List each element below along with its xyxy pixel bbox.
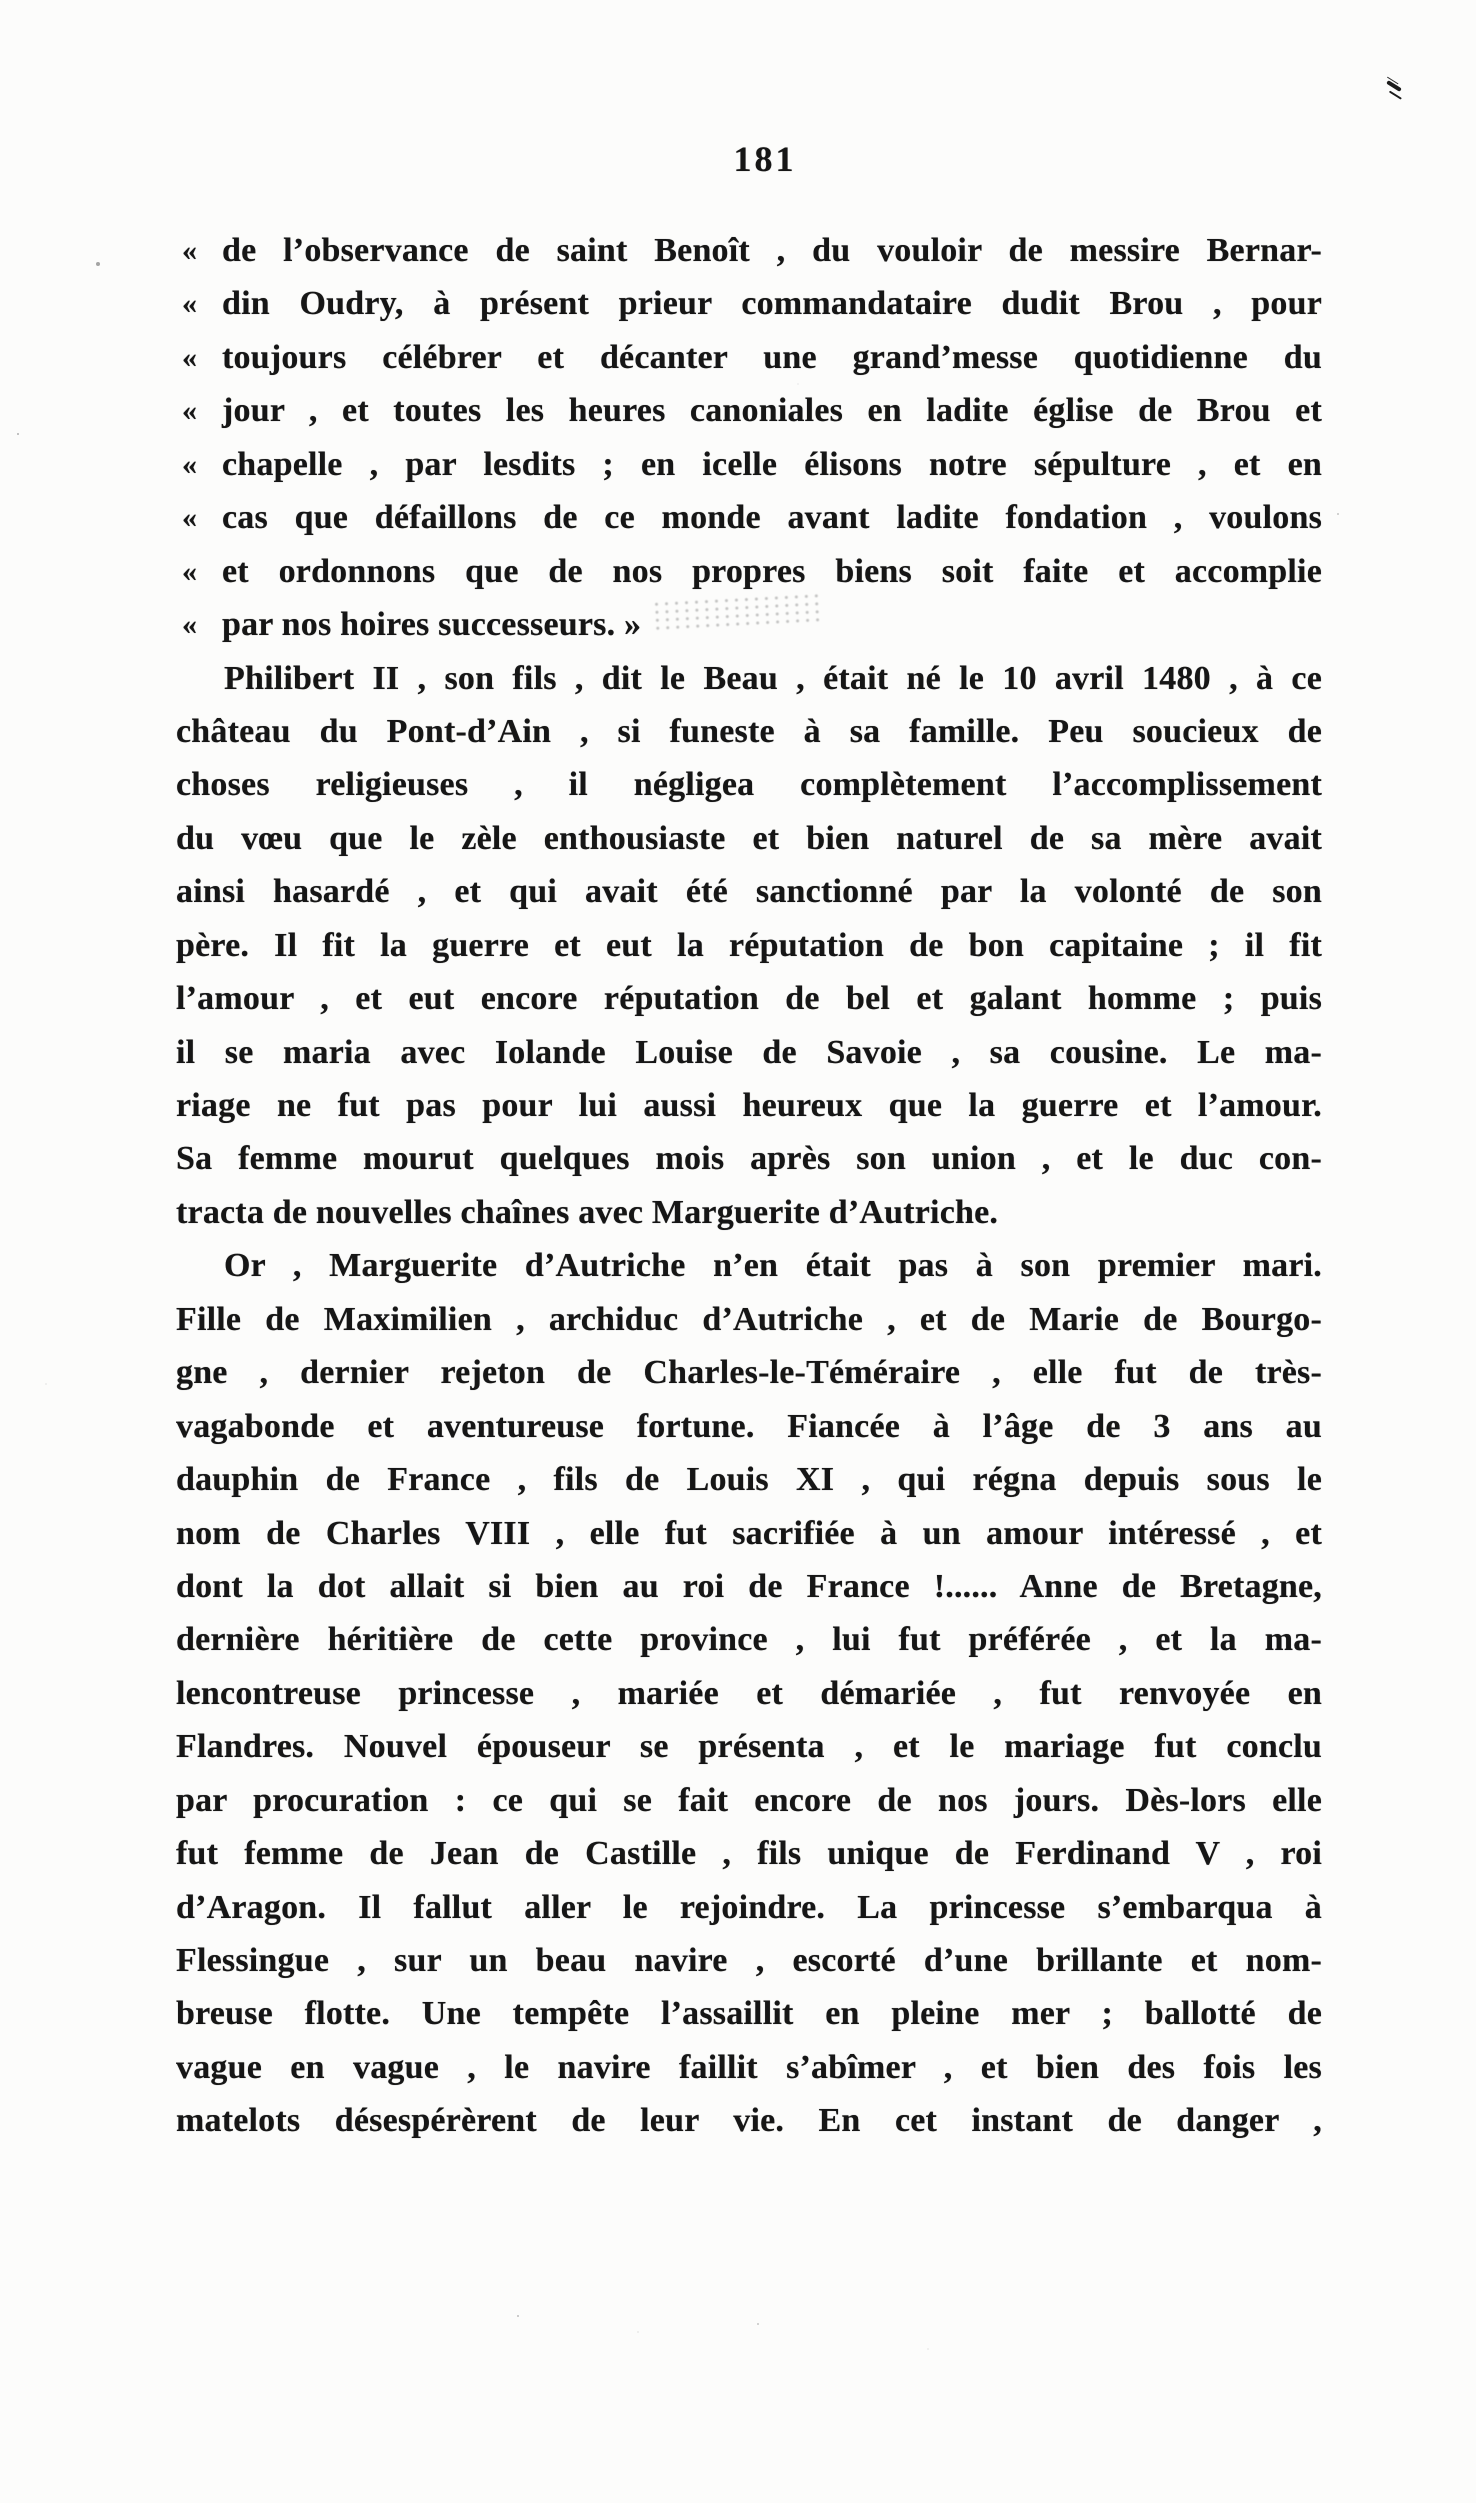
opening-guillemet: « — [182, 394, 198, 428]
line-text: et ordonnons que de nos propres biens soit faite et accomplie — [222, 552, 1322, 590]
line-text: gne , dernier rejeton de Charles-le-Téméraire , elle fut de très- — [176, 1354, 1322, 1392]
text-line — [176, 865, 1322, 918]
text-line — [176, 438, 1322, 491]
line-text: fut femme de Jean de Castille , fils unique de Ferdinand V , roi — [176, 1835, 1322, 1873]
text-line — [176, 1613, 1322, 1666]
text-line — [176, 919, 1322, 972]
opening-guillemet: « — [182, 447, 198, 481]
line-text: Sa femme mourut quelques mois après son union , et le duc con- — [176, 1140, 1322, 1178]
text-line — [176, 1400, 1322, 1453]
line-text: Flessingue , sur un beau navire , escorté d’une brillante et nom- — [176, 1942, 1322, 1979]
text-line — [176, 1239, 1322, 1292]
line-text: Fille de Maximilien , archiduc d’Autriche , et de Marie de Bourgo- — [176, 1300, 1322, 1338]
text-line — [176, 1720, 1322, 1773]
line-text: vague en vague , le navire faillit s’abîmer , et bien des fois les — [176, 2048, 1322, 2086]
opening-guillemet: « — [182, 554, 198, 588]
opening-guillemet: « — [182, 501, 198, 535]
text-line — [176, 545, 1322, 598]
text-line — [176, 1293, 1322, 1346]
text-line — [176, 1453, 1322, 1506]
line-text: ainsi hasardé , et qui avait été sanctionné par la volonté de son — [176, 873, 1322, 911]
text-line — [176, 1881, 1322, 1934]
line-text: riage ne fut pas pour lui aussi heureux que la guerre et l’amour. — [176, 1087, 1322, 1124]
line-text: tracta de nouvelles chaînes avec Marguerite d’Autriche. — [176, 1193, 999, 1231]
text-line — [176, 1507, 1322, 1560]
line-text: jour , et toutes les heures canoniales en ladite église de Brou et — [222, 392, 1322, 430]
text-line — [176, 1934, 1322, 1987]
line-text: de l’observance de saint Benoît , du vouloir de messire Bernar- — [222, 232, 1322, 269]
line-text: château du Pont-d’Ain , si funeste à sa famille. Peu soucieux de — [176, 712, 1322, 750]
opening-guillemet: « — [182, 234, 198, 267]
line-text: dernière héritière de cette province , lui fut préférée , et la ma- — [176, 1621, 1322, 1659]
text-line — [176, 1186, 1322, 1239]
text-line — [176, 705, 1322, 758]
text-line — [176, 652, 1322, 705]
line-text: d’Aragon. Il fallut aller le rejoindre. La princesse s’embarqua à — [176, 1888, 1322, 1926]
opening-guillemet: « — [182, 287, 198, 321]
text-line — [176, 2094, 1322, 2147]
line-text: Flandres. Nouvel épouseur se présenta , et le mariage fut conclu — [176, 1728, 1322, 1766]
text-line — [176, 812, 1322, 865]
line-text: dont la dot allait si bien au roi de France !...... Anne de Bretagne, — [176, 1567, 1322, 1605]
text-line — [176, 1079, 1322, 1132]
text-line — [176, 384, 1322, 437]
line-text: choses religieuses , il négligea complètement l’accomplissement — [176, 766, 1322, 804]
scan-speck-artifact — [96, 262, 100, 266]
line-text: du vœu que le zèle enthousiaste et bien naturel de sa mère avait — [176, 819, 1322, 857]
line-text: vagabonde et aventureuse fortune. Fiancée à l’âge de 3 ans au — [176, 1407, 1322, 1445]
text-line — [176, 972, 1322, 1025]
text-line — [176, 1346, 1322, 1399]
text-line — [176, 1132, 1322, 1185]
line-text: cas que défaillons de ce monde avant ladite fondation , voulons — [222, 499, 1322, 537]
page-number: 181 — [733, 139, 797, 179]
text-line — [176, 277, 1322, 330]
text-line — [176, 1560, 1322, 1613]
line-text: matelots désespérèrent de leur vie. En cet instant de danger , — [176, 2102, 1322, 2140]
text-line — [176, 331, 1322, 384]
line-text: nom de Charles VIII , elle fut sacrifiée à un amour intéressé , et — [176, 1514, 1322, 1552]
opening-guillemet: « — [182, 340, 198, 374]
ink-squiggle-artifact — [1386, 80, 1402, 92]
text-line — [176, 1987, 1322, 2040]
line-text: breuse flotte. Une tempête l’assaillit en pleine mer ; ballotté de — [176, 1995, 1322, 2033]
text-line — [176, 2041, 1322, 2094]
line-text: lencontreuse princesse , mariée et démariée , fut renvoyée en — [176, 1674, 1322, 1712]
text-line — [176, 1026, 1322, 1079]
line-text: il se maria avec Iolande Louise de Savoie , sa cousine. Le ma- — [176, 1033, 1322, 1071]
line-text: toujours célébrer et décanter une grand’messe quotidienne du — [222, 338, 1322, 376]
line-text: din Oudry, à présent prieur commandataire dudit Brou , pour — [222, 285, 1322, 323]
line-text: Or , Marguerite d’Autriche n’en était pas à son premier mari. — [224, 1247, 1322, 1285]
text-line — [176, 1667, 1322, 1720]
line-text: chapelle , par lesdits ; en icelle élisons notre sépulture , et en — [222, 445, 1322, 483]
line-text: père. Il fit la guerre et eut la réputation de bon capitaine ; il fit — [176, 926, 1322, 964]
text-block — [176, 224, 1322, 2148]
text-line — [176, 1827, 1322, 1880]
text-line — [176, 224, 1322, 277]
text-line — [176, 491, 1322, 544]
line-text: dauphin de France , fils de Louis XI , qui régna depuis sous le — [176, 1461, 1322, 1499]
line-text: l’amour , et eut encore réputation de bel et galant homme ; puis — [176, 980, 1322, 1018]
line-text: Philibert II , son fils , dit le Beau , était né le 10 avril 1480 , à ce — [224, 659, 1322, 697]
line-text: par procuration : ce qui se fait encore de nos jours. Dès-lors elle — [176, 1781, 1322, 1819]
opening-guillemet: « — [182, 608, 198, 642]
text-line — [176, 758, 1322, 811]
text-line — [176, 1774, 1322, 1827]
line-text: par nos hoires successeurs. » — [222, 606, 642, 644]
